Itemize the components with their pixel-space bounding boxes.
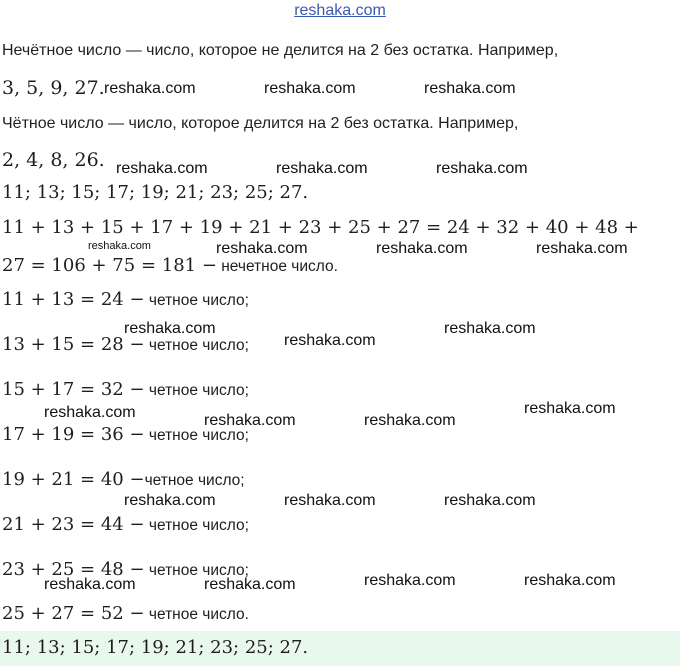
pair-row xyxy=(2,379,249,400)
sum-line-2-word: нечетное число. xyxy=(216,258,338,275)
sum-line-2 xyxy=(2,255,338,276)
watermark: reshaka.com xyxy=(264,80,356,97)
sum-line-1: 11 + 13 + 15 + 17 + 19 + 21 + 23 + 25 + 27 = 24 + 32 + 40 + 48 + xyxy=(2,217,639,238)
watermark: reshaka.com xyxy=(44,404,136,421)
watermark: reshaka.com xyxy=(376,240,468,257)
watermark: reshaka.com xyxy=(204,576,296,593)
watermark: reshaka.com xyxy=(364,572,456,589)
pair-expression: 11 + 13 = 24 − xyxy=(2,289,145,310)
pair-expression: 25 + 27 = 52 − xyxy=(2,603,145,624)
pair-expression: 21 + 23 = 44 − xyxy=(2,514,145,535)
odd-definition: Нечётное число — число, которое не делится на 2 без остатка. Например, xyxy=(2,42,559,59)
watermark: reshaka.com xyxy=(424,80,516,97)
watermark: reshaka.com xyxy=(284,492,376,509)
watermark: reshaka.com xyxy=(444,320,536,337)
pair-word: четное число; xyxy=(144,292,249,309)
watermark: reshaka.com xyxy=(88,240,151,252)
pair-word: четное число; xyxy=(144,517,249,534)
site-header-link[interactable]: reshaka.com xyxy=(294,2,386,19)
watermark: reshaka.com xyxy=(216,240,308,257)
pair-expression: 19 + 21 = 40 − xyxy=(2,469,145,490)
watermark: reshaka.com xyxy=(204,412,296,429)
answer-sequence: 11; 13; 15; 17; 19; 21; 23; 25; 27. xyxy=(2,637,309,658)
pair-row xyxy=(2,469,245,490)
even-examples: 2, 4, 8, 26. xyxy=(2,149,105,171)
pair-row xyxy=(2,603,249,624)
pair-word: четное число. xyxy=(144,606,249,623)
pair-word: четное число; xyxy=(144,472,245,489)
pair-expression: 17 + 19 = 36 − xyxy=(2,424,145,445)
pair-word: четное число; xyxy=(144,427,249,444)
even-definition: Чётное число — число, которое делится на 2 без остатка. Например, xyxy=(2,115,519,132)
watermark: reshaka.com xyxy=(116,160,208,177)
pair-word: четное число; xyxy=(144,562,249,579)
watermark: reshaka.com xyxy=(284,332,376,349)
watermark: reshaka.com xyxy=(536,240,628,257)
watermark: reshaka.com xyxy=(44,576,136,593)
pair-row xyxy=(2,289,249,310)
watermark: reshaka.com xyxy=(124,492,216,509)
watermark: reshaka.com xyxy=(364,412,456,429)
watermark: reshaka.com xyxy=(104,80,196,97)
watermark: reshaka.com xyxy=(524,572,616,589)
pair-expression: 13 + 15 = 28 − xyxy=(2,334,145,355)
watermark: reshaka.com xyxy=(436,160,528,177)
odd-sequence: 11; 13; 15; 17; 19; 21; 23; 25; 27. xyxy=(2,182,309,203)
watermark: reshaka.com xyxy=(124,320,216,337)
odd-examples: 3, 5, 9, 27. xyxy=(2,77,105,99)
watermark: reshaka.com xyxy=(444,492,536,509)
pair-expression: 23 + 25 = 48 − xyxy=(2,559,145,580)
watermark: reshaka.com xyxy=(524,400,616,417)
sum-line-2-expression: 27 = 106 + 75 = 181 − xyxy=(2,255,217,276)
pair-word: четное число; xyxy=(144,382,249,399)
pair-word: четное число; xyxy=(144,337,249,354)
pair-row xyxy=(2,514,249,535)
watermark: reshaka.com xyxy=(276,160,368,177)
pair-expression: 15 + 17 = 32 − xyxy=(2,379,145,400)
